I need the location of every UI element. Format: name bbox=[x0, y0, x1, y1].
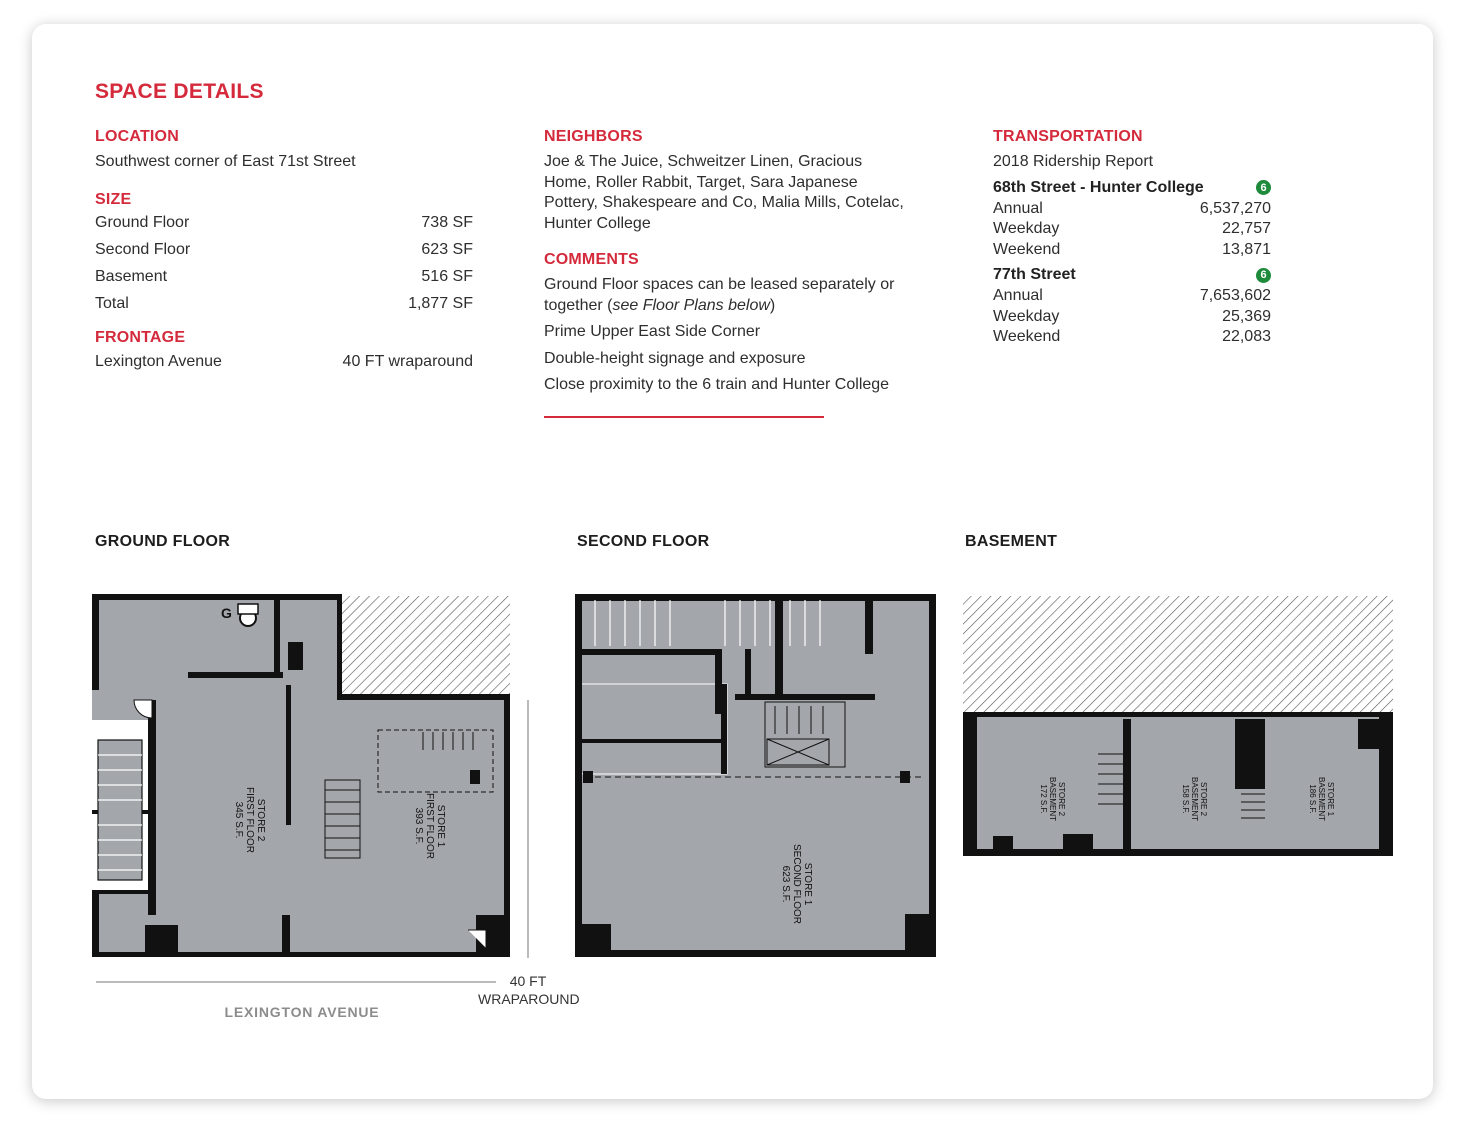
size-row bbox=[95, 237, 473, 264]
comment-item: Close proximity to the 6 train and Hunter College bbox=[544, 376, 890, 393]
ridership-row bbox=[993, 286, 1271, 307]
store-label-line: 158 S.F. bbox=[1181, 784, 1190, 814]
store-label-line: 186 S.F. bbox=[1308, 784, 1317, 814]
neighbors-line: Home, Roller Rabbit, Target, Sara Japanese bbox=[544, 173, 858, 191]
size-heading: SIZE bbox=[95, 190, 132, 208]
subway-6-icon: 6 bbox=[1256, 180, 1271, 195]
frontage-row bbox=[95, 349, 473, 376]
space-details-card bbox=[32, 24, 1433, 1099]
store-label-line: 623 S.F. bbox=[780, 865, 791, 903]
hatched-area bbox=[342, 596, 510, 699]
size-value: 738 SF bbox=[421, 214, 473, 231]
station-header bbox=[993, 177, 1271, 199]
page-title: SPACE DETAILS bbox=[95, 80, 264, 103]
store-label-line: FIRST FLOOR bbox=[424, 793, 435, 859]
room-outline bbox=[581, 684, 727, 774]
ridership-value: 7,653,602 bbox=[1199, 287, 1271, 305]
dimension-line2: WRAPAROUND bbox=[478, 991, 580, 1007]
neighbors-heading: NEIGHBORS bbox=[544, 128, 643, 145]
ridership-label: Annual bbox=[993, 287, 1043, 305]
store-label-line: STORE 2 bbox=[1199, 781, 1208, 817]
size-label: Second Floor bbox=[95, 241, 191, 258]
ridership-label: Weekend bbox=[993, 240, 1061, 258]
store-label-line: STORE 1 bbox=[435, 804, 446, 848]
ridership-label: Weekday bbox=[993, 220, 1060, 238]
ridership-label: Annual bbox=[993, 199, 1043, 217]
size-row bbox=[95, 210, 473, 237]
details-column-left bbox=[95, 128, 473, 376]
staircase-icon bbox=[765, 702, 845, 767]
basement-plan bbox=[963, 594, 1395, 860]
ridership-subtitle: 2018 Ridership Report bbox=[993, 153, 1154, 170]
store-label-line: STORE 2 bbox=[1057, 781, 1066, 817]
store-label-line: 172 S.F. bbox=[1039, 784, 1048, 814]
size-value: 516 SF bbox=[421, 268, 473, 285]
size-value: 623 SF bbox=[421, 241, 473, 258]
staircase-icon bbox=[98, 740, 142, 880]
frontage-heading: FRONTAGE bbox=[95, 328, 186, 346]
basement-title: BASEMENT bbox=[965, 533, 1058, 550]
details-column-middle bbox=[544, 128, 934, 396]
ridership-value: 25,369 bbox=[1222, 307, 1271, 325]
station-block bbox=[993, 264, 1271, 348]
ridership-value: 22,757 bbox=[1222, 220, 1271, 238]
dimension-label bbox=[478, 972, 578, 1008]
frontage-label: Lexington Avenue bbox=[95, 353, 222, 370]
ridership-row bbox=[993, 199, 1271, 220]
second-floor-title: SECOND FLOOR bbox=[577, 533, 710, 550]
station-name: 68th Street - Hunter College bbox=[993, 178, 1204, 196]
ridership-label: Weekend bbox=[993, 328, 1061, 346]
frontage-value: 40 FT wraparound bbox=[342, 353, 473, 370]
ridership-label: Weekday bbox=[993, 307, 1060, 325]
ground-floor-plan bbox=[88, 590, 588, 1030]
neighbors-line: Joe & The Juice, Schweitzer Linen, Gracious bbox=[544, 153, 863, 170]
store-label-line: STORE 1 bbox=[1326, 781, 1335, 817]
neighbors-line: Pottery, Shakespeare and Co, Malia Mills, Cotelac, bbox=[544, 194, 904, 211]
store-label-line: FIRST FLOOR bbox=[244, 787, 255, 853]
comment-italic: see Floor Plans below bbox=[612, 296, 770, 314]
size-label: Ground Floor bbox=[95, 214, 190, 231]
details-column-right bbox=[993, 128, 1271, 348]
station-header bbox=[993, 264, 1271, 286]
ridership-row bbox=[993, 240, 1271, 261]
comment-suffix: ) bbox=[769, 296, 776, 314]
door-swing-icon: G bbox=[221, 605, 232, 621]
location-text: Southwest corner of East 71st Street bbox=[95, 153, 356, 170]
comment-line bbox=[544, 296, 934, 317]
floor-area bbox=[575, 594, 935, 956]
comment-prefix: together ( bbox=[544, 296, 613, 314]
ridership-value: 13,871 bbox=[1222, 240, 1271, 258]
size-value: 1,877 SF bbox=[408, 295, 473, 312]
size-row bbox=[95, 264, 473, 291]
location-heading: LOCATION bbox=[95, 128, 179, 145]
comment-item: Double-height signage and exposure bbox=[544, 349, 806, 367]
second-floor-plan bbox=[575, 594, 937, 958]
subway-6-icon: 6 bbox=[1256, 268, 1271, 283]
store-label-line: 345 S.F. bbox=[233, 801, 244, 839]
ridership-row bbox=[993, 307, 1271, 328]
ground-floor-title: GROUND FLOOR bbox=[95, 533, 231, 550]
store-label-line: BASEMENT bbox=[1317, 776, 1326, 822]
ridership-value: 6,537,270 bbox=[1199, 199, 1271, 217]
neighbors-line: Hunter College bbox=[544, 214, 651, 232]
station-name: 77th Street bbox=[993, 266, 1076, 283]
sink-icon bbox=[238, 604, 258, 614]
comment-item bbox=[544, 275, 934, 316]
ridership-value: 22,083 bbox=[1222, 328, 1271, 346]
street-label: LEXINGTON AVENUE bbox=[224, 1004, 380, 1020]
comment-item: Prime Upper East Side Corner bbox=[544, 323, 761, 340]
store-label-line: STORE 1 bbox=[802, 862, 813, 906]
store-label-line: BASEMENT bbox=[1048, 776, 1057, 822]
size-label: Basement bbox=[95, 268, 168, 285]
ridership-row bbox=[993, 327, 1271, 348]
store-label-line: STORE 2 bbox=[255, 798, 266, 842]
hatched-area bbox=[963, 596, 1393, 714]
comments-heading: COMMENTS bbox=[544, 251, 639, 268]
size-row bbox=[95, 291, 473, 318]
ridership-row bbox=[993, 219, 1271, 240]
dimension-line1: 40 FT bbox=[509, 973, 547, 989]
store-label-line: SECOND FLOOR bbox=[791, 843, 802, 925]
comment-line: Ground Floor spaces can be leased separately or bbox=[544, 276, 895, 293]
store-label-line: BASEMENT bbox=[1190, 776, 1199, 822]
size-label: Total bbox=[95, 295, 129, 312]
transportation-heading: TRANSPORTATION bbox=[993, 128, 1143, 145]
station-block bbox=[993, 177, 1271, 261]
neighbors-text bbox=[544, 152, 934, 234]
size-table bbox=[95, 210, 473, 318]
store-label-line: 393 S.F. bbox=[413, 807, 424, 845]
section-divider bbox=[544, 416, 824, 418]
